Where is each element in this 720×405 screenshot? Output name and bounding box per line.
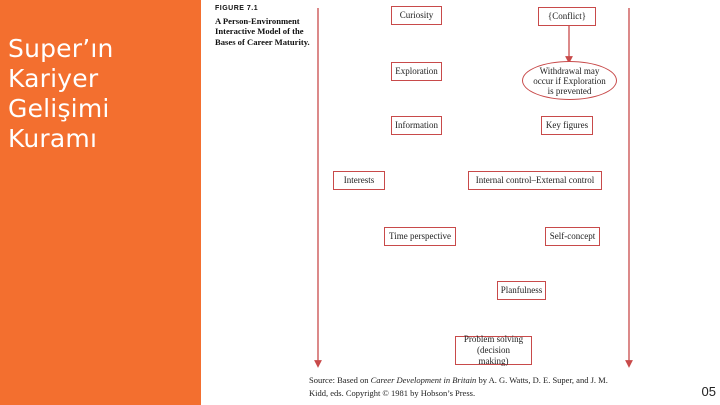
conflict-box: {Conflict} [538, 7, 596, 26]
title-line-3: Gelişimi [8, 94, 110, 123]
figure-number: FIGURE 7.1 [215, 5, 259, 12]
time-perspective-box: Time perspective [384, 227, 456, 246]
curiosity-box: Curiosity [391, 6, 442, 25]
title-line-4: Kuramı [8, 124, 98, 153]
planfulness-box: Planfulness [497, 281, 546, 300]
figure-caption-text: A Person-Environment Interactive Model of the Bases of Career Maturity. [215, 15, 310, 47]
source-suffix: by A. G. Watts, D. E. Super, and J. M. Kidd, eds. Copyright © 1981 by Hobson’s Press. [309, 375, 608, 398]
source-book-title: Career Development in Britain [370, 375, 477, 385]
source-prefix: Source: Based on [309, 375, 371, 385]
slide-title [8, 34, 114, 154]
key-figures-box: Key figures [541, 116, 593, 135]
problem-solving-box: Problem solving (decision making) [455, 336, 532, 365]
information-box: Information [391, 116, 442, 135]
title-line-1: Super’ın [8, 34, 114, 63]
withdrawal-ellipse: Withdrawal may occur if Exploration is prevented [522, 61, 617, 100]
slide-number: 05 [701, 384, 716, 399]
title-line-2: Kariyer [8, 64, 99, 93]
figure-source [309, 374, 629, 400]
self-concept-box: Self-concept [545, 227, 600, 246]
title-panel [0, 0, 201, 405]
exploration-box: Exploration [391, 62, 442, 81]
control-box: Internal control–External control [468, 171, 602, 190]
interests-box: Interests [333, 171, 385, 190]
career-maturity-figure [201, 0, 720, 405]
